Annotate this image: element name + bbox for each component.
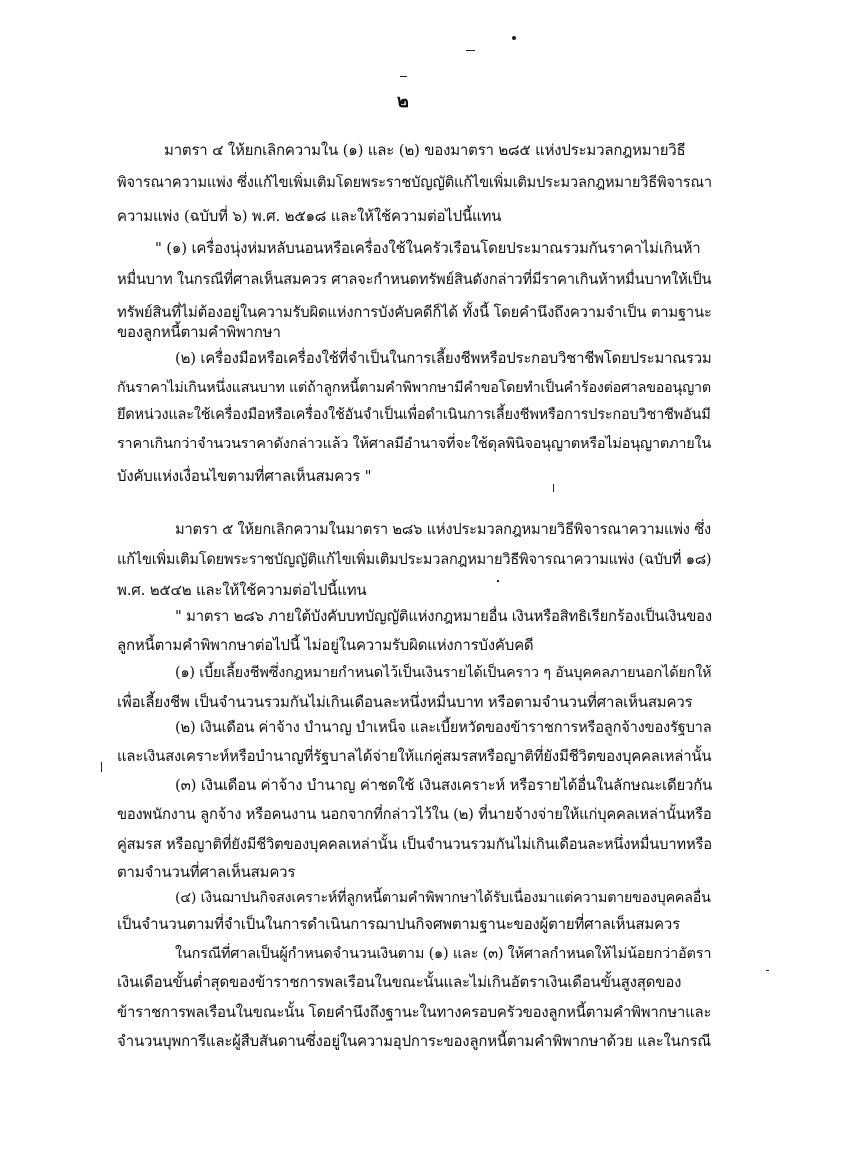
text-line: เพื่อเลี้ยงชีพ เป็นจำนวนรวมกันไม่เกินเดือนละหนึ่งหมื่นบาท หรือตามจำนวนที่ศาลเห็นสมควร bbox=[117, 693, 693, 711]
text-line: กันราคาไม่เกินหนึ่งแสนบาท แต่ถ้าลูกหนี้ตามคำพิพากษามีคำขอโดยทำเป็นคำร้องต่อศาลขออนุญาต bbox=[117, 380, 711, 396]
text-line: หมื่นบาท ในกรณีที่ศาลเห็นสมควร ศาลจะกำหนดทรัพย์สินดังกล่าวที่มีราคาเกินห้าหมื่นบาทให้เป็น bbox=[117, 271, 712, 288]
scan-speck bbox=[466, 50, 475, 51]
text-line: ในกรณีที่ศาลเป็นผู้กำหนดจำนวนเงินตาม (๑) และ (๓) ให้ศาลกำหนดให้ไม่น้อยกว่าอัตรา bbox=[175, 946, 712, 962]
scan-speck bbox=[101, 762, 102, 772]
page-number: ๒ bbox=[397, 91, 409, 112]
scan-speck bbox=[400, 76, 407, 77]
scan-speck bbox=[766, 970, 769, 971]
text-line: ของลูกหนี้ตามคำพิพากษา bbox=[117, 323, 281, 341]
text-line: ตามจำนวนที่ศาลเห็นสมควร bbox=[117, 863, 296, 881]
text-line: ยึดหน่วงและใช้เครื่องมือหรือเครื่องใช้อันจำเป็นเพื่อดำเนินการเลี้ยงชีพหรือการประกอบวิชาชีพอันมี bbox=[117, 407, 711, 423]
text-line: ข้าราชการพลเรือนในขณะนั้น โดยคำนึงถึงฐานะในทางครอบครัวของลูกหนี้ตามคำพิพากษาและ bbox=[117, 1003, 712, 1021]
text-line: มาตรา ๕ ให้ยกเลิกความในมาตรา ๒๘๖ แห่งประมวลกฎหมายวิธีพิจารณาความแพ่ง ซึ่ง bbox=[175, 521, 711, 538]
text-line: ราคาเกินกว่าจำนวนราคาดังกล่าวแล้ว ให้ศาลมีอำนาจที่จะใช้ดุลพินิจอนุญาตหรือไม่อนุญาตภายใน bbox=[117, 436, 712, 452]
text-line: (๓) เงินเดือน ค่าจ้าง บำนาญ ค่าชดใช้ เงินสงเคราะห์ หรือรายได้อื่นในลักษณะเดียวกัน bbox=[175, 776, 713, 794]
scan-speck bbox=[497, 580, 499, 582]
text-line: แก้ไขเพิ่มเติมโดยพระราชบัญญัติแก้ไขเพิ่มเติมประมวลกฎหมายวิธีพิจารณาความแพ่ง (ฉบับที่ ๑๘) bbox=[117, 551, 712, 568]
text-line: (๑) เบี้ยเลี้ยงชีพซึ่งกฎหมายกำหนดไว้เป็นเงินรายได้เป็นคราว ๆ อันบุคคลภายนอกได้ยกให้ bbox=[175, 665, 712, 681]
text-line: " (๑) เครื่องนุ่งห่มหลับนอนหรือเครื่องใช้ในครัวเรือนโดยประมาณรวมกันราคาไม่เกินห้า bbox=[155, 239, 701, 257]
text-line: (๒) เครื่องมือหรือเครื่องใช้ที่จำเป็นในการเลี้ยงชีพหรือประกอบวิชาชีพโดยประมาณรวม bbox=[175, 349, 712, 367]
text-line: คู่สมรส หรือญาติที่ยังมีชีวิตของบุคคลเหล่านั้น เป็นจำนวนรวมกันไม่เกินเดือนละหนึ่งหมื่นบาทหรือ bbox=[117, 836, 712, 853]
text-line: พิจารณาความแพ่ง ซึ่งแก้ไขเพิ่มเติมโดยพระราชบัญญัติแก้ไขเพิ่มเติมประมวลกฎหมายวิธีพิจารณา bbox=[117, 174, 712, 191]
text-line: เป็นจำนวนตามที่จำเป็นในการดำเนินการฌาปนกิจศพตามฐานะของผู้ตายที่ศาลเห็นสมควร bbox=[117, 915, 680, 933]
text-line: (๔) เงินฌาปนกิจสงเคราะห์ที่ลูกหนี้ตามคำพิพากษาได้รับเนื่องมาแต่ความตายของบุคคลอื่น bbox=[175, 890, 711, 906]
text-line: พ.ศ. ๒๕๔๒ และให้ใช้ความต่อไปนี้แทน bbox=[117, 581, 367, 599]
text-line: บังคับแห่งเงื่อนไขตามที่ศาลเห็นสมควร " bbox=[117, 467, 372, 485]
text-line: เงินเดือนขั้นต่ำสุดของข้าราชการพลเรือนในขณะนั้นและไม่เกินอัตราเงินเดือนขั้นสูงสุดของ bbox=[117, 973, 682, 991]
text-line: มาตรา ๔ ให้ยกเลิกความใน (๑) และ (๒) ของมาตรา ๒๘๕ แห่งประมวลกฎหมายวิธี bbox=[164, 141, 686, 159]
scan-speck bbox=[553, 484, 554, 492]
text-line: ทรัพย์สินที่ไม่ต้องอยู่ในความรับผิดแห่งการบังคับคดีก็ได้ ทั้งนี้ โดยคำนึงถึงความจำเป็น ตามฐานะ bbox=[117, 304, 712, 321]
text-line: จำนวนบุพการีและผู้สืบสันดานซึ่งอยู่ในความอุปการะของลูกหนี้ตามคำพิพากษาด้วย และในกรณี bbox=[117, 1032, 711, 1050]
text-line: ลูกหนี้ตามคำพิพากษาต่อไปนี้ ไม่อยู่ในความรับผิดแห่งการบังคับคดี bbox=[117, 636, 534, 654]
text-line: (๒) เงินเดือน ค่าจ้าง บำนาญ บำเหน็จ และเบี้ยหวัดของข้าราชการหรือลูกจ้างของรัฐบาล bbox=[175, 719, 712, 736]
text-line: ความแพ่ง (ฉบับที่ ๖) พ.ศ. ๒๕๑๘ และให้ใช้ความต่อไปนี้แทน bbox=[117, 207, 502, 225]
text-line: และเงินสงเคราะห์หรือบำนาญที่รัฐบาลได้จ่ายให้แก่คู่สมรสหรือญาติที่ยังมีชีวิตของบุคคลเหล่านั้น bbox=[117, 747, 712, 765]
scan-speck bbox=[512, 36, 516, 40]
text-line: " มาตรา ๒๘๖ ภายใต้บังคับบทบัญญัติแห่งกฎหมายอื่น เงินหรือสิทธิเรียกร้องเป็นเงินของ bbox=[175, 608, 712, 625]
text-line: ของพนักงาน ลูกจ้าง หรือคนงาน นอกจากที่กล่าวไว้ใน (๒) ที่นายจ้างจ่ายให้แก่บุคคลเหล่านั้นหรือ bbox=[117, 806, 712, 823]
